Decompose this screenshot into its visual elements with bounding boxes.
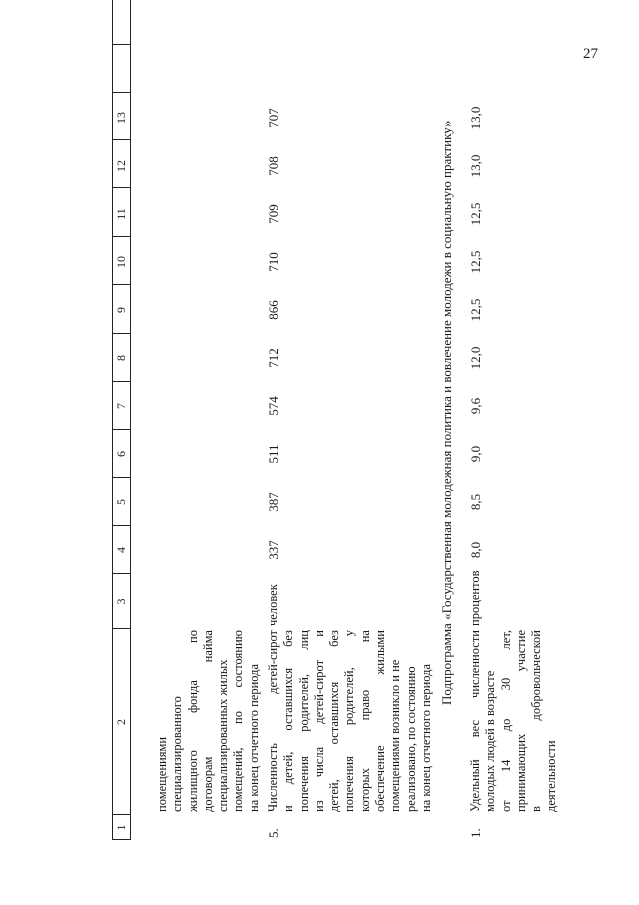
word: фонда [185,680,200,714]
header-column-5: 5 [114,499,128,505]
value-cell: 708 [266,156,281,176]
header-column-12: 12 [114,160,128,172]
word: деятельности [544,740,559,812]
word: помещениями [155,736,169,812]
text-line [404,630,419,812]
value-cell: 13,0 [468,106,483,130]
word: на конец отчетного периода [246,663,261,812]
word: попечения [342,756,357,812]
word: детей-сирот [266,630,280,694]
header-top-border [112,0,113,840]
word: и [281,805,296,812]
word: найма [200,630,215,663]
header-column-divider [112,92,131,93]
word: добровольческой [529,630,544,721]
value-cell: 337 [266,540,281,560]
text-line [468,630,483,812]
text-line [312,630,327,812]
value-cell: 709 [266,204,281,224]
text-line [231,630,246,812]
word: родителей, [296,673,311,732]
word: обеспечение [373,745,388,812]
word: на конец отчетного периода [418,663,433,812]
word: по [185,630,200,643]
value-cell: 12,5 [468,202,483,226]
word: в [529,806,544,812]
value-cell: 8,0 [468,541,483,559]
word: и [311,630,326,637]
value-cell: 12,0 [468,346,483,370]
word: от [498,800,513,812]
header-column-4: 4 [114,547,128,553]
word: без [327,630,342,647]
text-line [216,630,231,812]
text-line [373,630,388,812]
word: договорам [200,756,215,812]
word: детей, [327,779,342,812]
row-1-unit: процентов [468,570,482,626]
word: без [281,630,296,647]
value-cell: 712 [266,348,281,368]
word: родителей, [342,667,357,726]
word: вес [468,719,482,738]
header-column-11: 11 [114,208,128,220]
word: право [357,689,372,721]
header-column-13: 13 [114,112,128,124]
word: 30 [498,677,513,691]
word: помещений, [231,747,246,812]
page-number: 27 [583,46,598,62]
value-cell: 387 [266,492,281,512]
value-cell: 12,5 [468,250,483,274]
row-1-description [468,630,560,812]
value-cell: 9,0 [468,445,483,463]
row-5-number: 5. [266,828,281,838]
text-line [419,630,434,812]
word: участие [513,630,528,672]
text-line [327,630,342,812]
text-line [201,630,216,812]
word: жилищного [185,750,200,812]
header-bottom-border [130,0,131,840]
value-cell: 9,6 [468,397,483,415]
text-line [155,630,170,812]
value-cell: 12,5 [468,298,483,322]
word: жилыми [373,630,388,675]
text-line [247,630,262,812]
row-5-description [266,630,434,812]
word: попечения [296,756,311,812]
word: детей, [281,751,296,785]
word: лиц [296,630,311,650]
subprogram-title: Подпрограмма «Государственная молодежная политика и вовлечение молодежи в социальную практику» [439,120,454,705]
header-column-6: 6 [114,451,128,457]
word: помещениями возникло и не [388,659,403,812]
text-line [186,630,201,812]
value-cell: 8,5 [468,493,483,511]
value-cell: 707 [266,108,281,128]
word: численности [468,630,482,698]
word: детей-сирот [311,659,326,724]
word: оставшихся [281,667,296,731]
text-line [514,630,529,812]
word: оставшихся [327,681,342,745]
continued-row-description [155,630,262,812]
row-1-number: 1. [468,828,483,838]
header-column-1: 1 [114,824,128,831]
word: принимающих [513,733,528,812]
header-column-10: 10 [114,256,128,268]
word: которых [357,768,372,812]
text-line [483,630,498,812]
text-line [499,630,514,812]
text-line [297,630,312,812]
word: на [357,630,372,643]
word: у [342,630,357,637]
word: состоянию [231,630,246,688]
word: до [498,718,513,732]
word: 14 [498,759,513,773]
header-column-2: 2 [114,719,128,725]
header-column-3: 3 [114,598,128,605]
word: из [311,800,326,812]
rotated-table [112,0,622,840]
word: Удельный [468,759,482,812]
word: числа [311,746,326,778]
word: молодых людей в возрасте [483,670,498,812]
value-cell: 13,0 [468,154,483,178]
row-5-unit: человек [266,584,280,626]
header-column-8: 8 [114,355,128,361]
text-line [388,630,403,812]
word: Численность [266,743,280,812]
value-cell: 710 [266,252,281,272]
text-line [170,630,185,812]
word: по [231,710,246,724]
value-cell: 511 [266,444,281,464]
word: лет, [498,630,513,650]
word: специализированных жилых [216,659,231,812]
value-cell: 574 [266,396,281,416]
text-line [342,630,357,812]
text-line [281,630,296,812]
text-line [544,630,559,812]
text-line [529,630,544,812]
word: специализированного [170,696,185,812]
text-line [358,630,373,812]
header-column-9: 9 [114,307,128,313]
value-cell: 866 [266,300,281,320]
header-column-7: 7 [114,403,128,409]
word: реализовано, по состоянию [403,666,418,812]
text-line [266,630,281,812]
header-column-divider [112,44,131,45]
